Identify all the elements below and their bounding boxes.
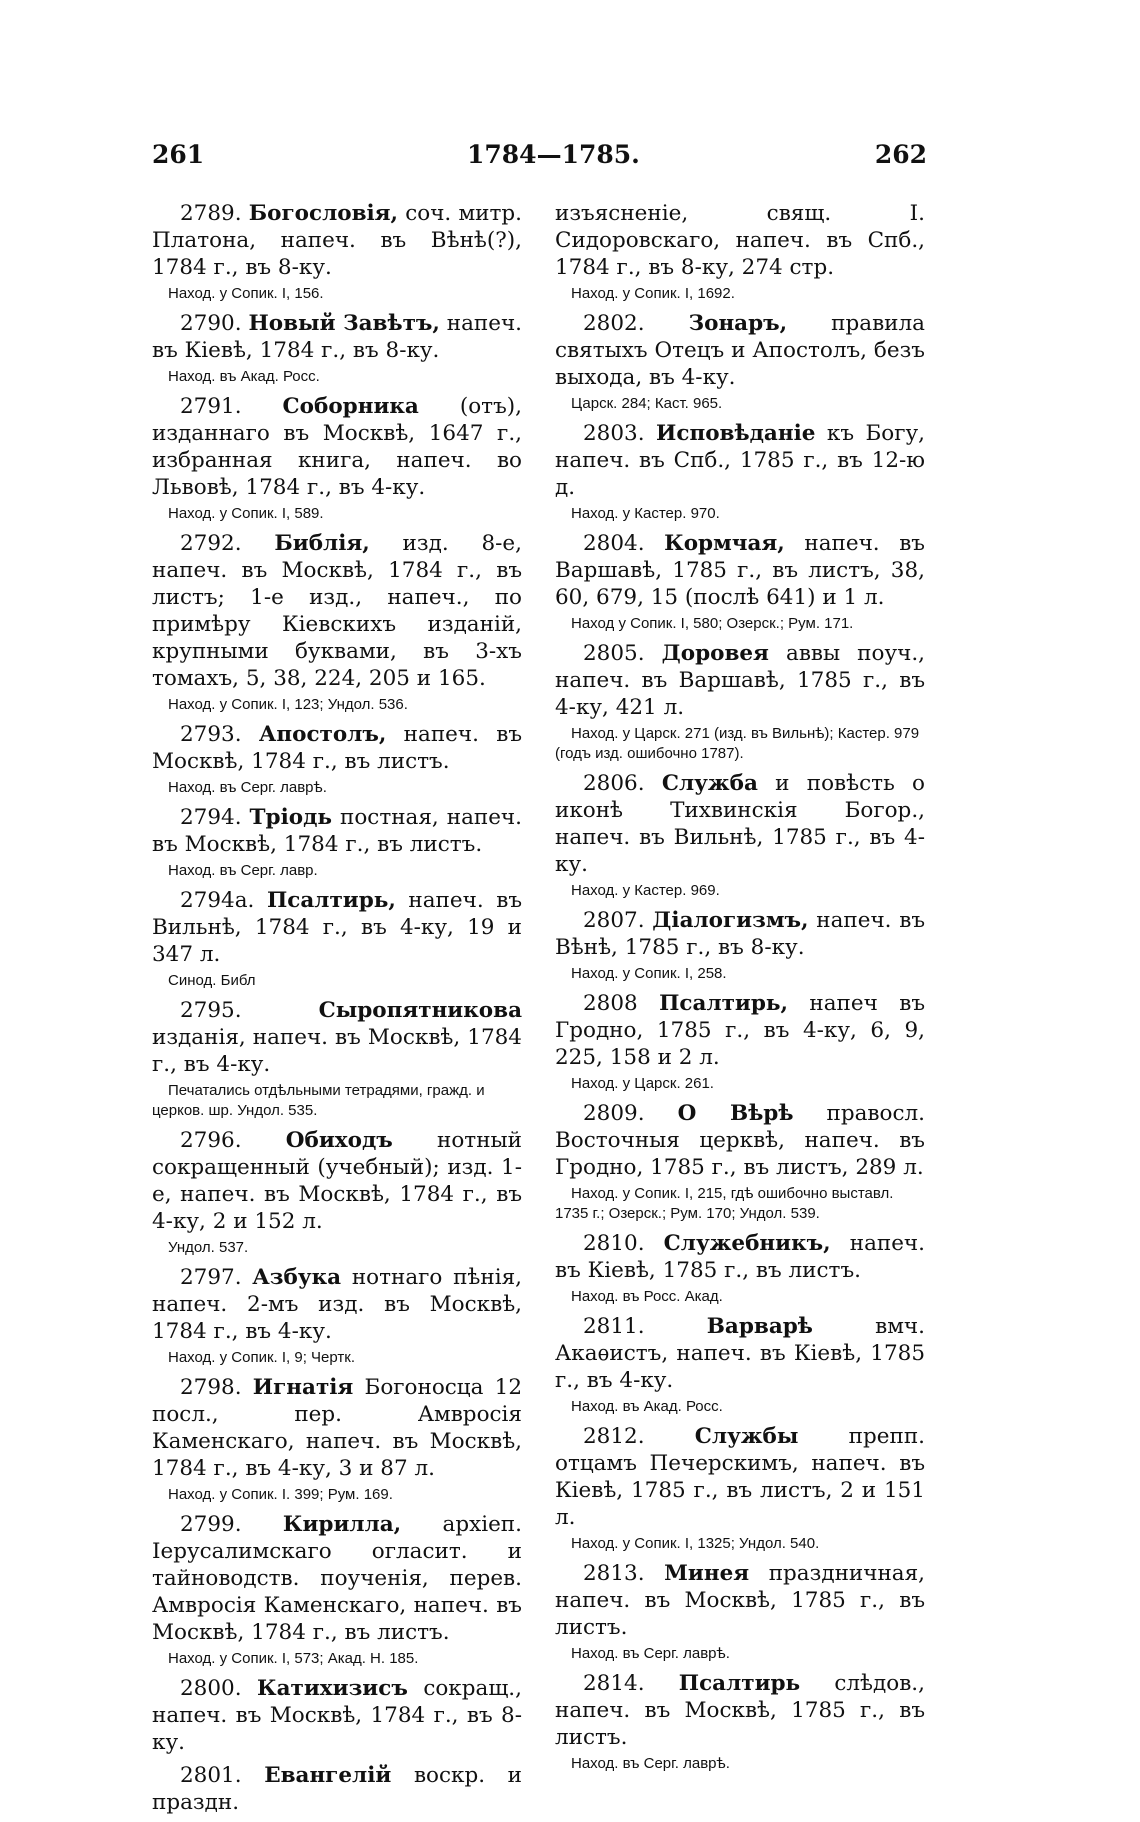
entry-location-note: Наход. у Сопик. I, 589. xyxy=(168,505,324,522)
entry-title: Игнатія xyxy=(252,1375,354,1400)
entry-number: 2792. xyxy=(180,531,242,556)
entry-title: Псалтирь, xyxy=(266,888,396,913)
entry-text: препп. отцамъ Печерскимъ, напеч. въ Кіевѣ, 1785 г., въ листъ, 2 и 151 л. xyxy=(555,1424,925,1530)
entry-location-note: Наход. у Сопик. I, 9; Чертк. xyxy=(168,1349,355,1366)
catalog-entry xyxy=(555,1560,925,1664)
entry-title: Кормчая, xyxy=(664,531,785,556)
entry-title: Новый Завѣтъ, xyxy=(248,311,440,336)
catalog-entry xyxy=(152,997,522,1121)
entry-title: Азбука xyxy=(252,1265,342,1290)
catalog-entry xyxy=(152,1762,522,1816)
entry-location-note: Наход. у Сопик. I, 1325; Ундол. 540. xyxy=(571,1535,820,1552)
entry-title: Кирилла, xyxy=(282,1512,402,1537)
entry-location-note: Наход. у Сопик. I, 215, гдѣ ошибочно выставл. 1735 г.; Озерск.; Рум. 170; Ундол. 539. xyxy=(555,1185,894,1222)
entry-number: 2806. xyxy=(583,771,645,796)
entry-number: 2794. xyxy=(180,805,242,830)
entry-text: напеч. въ Вильнѣ, 1784 г., въ 4-ку, 19 и 347 л. xyxy=(152,888,523,967)
catalog-entry xyxy=(555,1313,925,1417)
catalog-entry xyxy=(152,1374,522,1505)
catalog-entry xyxy=(152,804,522,881)
entry-number: 2805. xyxy=(583,641,645,666)
entry-number: 2793. xyxy=(180,722,242,747)
entry-number: 2795. xyxy=(180,998,242,1023)
entry-title: Служба xyxy=(661,771,758,796)
entry-location-note: Наход у Сопик. I, 580; Озерск.; Рум. 171. xyxy=(571,615,854,632)
entry-location-note: Синод. Библ xyxy=(168,972,256,989)
entry-text: аввы поуч., напеч. въ Варшавѣ, 1785 г., въ 4-ку, 421 л. xyxy=(555,641,925,720)
entry-location-note: Наход. у Царск. 261. xyxy=(571,1075,714,1092)
entry-title: Зонаръ, xyxy=(688,311,788,336)
entry-number: 2800. xyxy=(180,1676,242,1701)
entry-location-note: Наход. у Кастер. 969. xyxy=(571,882,720,899)
entry-text: воскр. и праздн. xyxy=(152,1763,523,1815)
entry-text: постная, напеч. въ Москвѣ, 1784 г., въ листъ. xyxy=(152,805,522,857)
page-number-left: 261 xyxy=(152,140,205,169)
entry-title: Исповѣданіе xyxy=(656,421,816,446)
entry-title: Варварѣ xyxy=(706,1314,813,1339)
catalog-entry xyxy=(555,420,925,524)
entry-location-note: Наход. у Сопик. I, 156. xyxy=(168,285,324,302)
entry-title: Псалтирь xyxy=(678,1671,801,1696)
entry-title: Службы xyxy=(694,1424,799,1449)
entry-location-note: Наход. у Сопик. I. 399; Рум. 169. xyxy=(168,1486,393,1503)
catalog-entry xyxy=(555,907,925,984)
entry-text: изд. 8-е, напеч. въ Москвѣ, 1784 г., въ листъ; 1-е изд., напеч., по примѣру Кіевскихъ изданій, крупными буквами, въ 3-хъ томахъ, 5, 38, 224, 205 и 165. xyxy=(152,531,522,691)
catalog-entry xyxy=(555,1423,925,1554)
catalog-entry xyxy=(152,200,522,304)
entry-number: 2811. xyxy=(583,1314,645,1339)
right-column xyxy=(555,200,925,1780)
entry-text: напеч. въ Вѣнѣ, 1785 г., въ 8-ку. xyxy=(555,908,926,960)
entry-text: вмч. Акаѳистъ, напеч. въ Кіевѣ, 1785 г., въ 4-ку. xyxy=(555,1314,925,1393)
entry-number: 2803. xyxy=(583,421,645,446)
catalog-entry xyxy=(555,1100,925,1224)
catalog-entry xyxy=(555,200,925,304)
catalog-entry xyxy=(555,1670,925,1774)
running-title: 1784—1785. xyxy=(467,140,640,169)
entry-number: 2808 xyxy=(583,991,638,1016)
page-number-right: 262 xyxy=(874,140,927,169)
entry-title: Тріодь xyxy=(249,805,333,830)
entry-text: сокращ., напеч. въ Москвѣ, 1784 г., въ 8-ку. xyxy=(152,1676,522,1755)
entry-number: 2794а. xyxy=(180,888,255,913)
catalog-entry xyxy=(152,721,522,798)
entry-text: нотнаго пѣнія, напеч. 2-мъ изд. въ Москвѣ, 1784 г., въ 4-ку. xyxy=(152,1265,522,1344)
entry-title: Соборника xyxy=(282,394,419,419)
entry-location-note: Царск. 284; Каст. 965. xyxy=(571,395,723,412)
entry-text: напеч. въ Варшавѣ, 1785 г., въ листъ, 38, 60, 679, 15 (послѣ 641) и 1 л. xyxy=(555,531,925,610)
entry-number: 2807. xyxy=(583,908,645,933)
entry-number: 2798. xyxy=(180,1375,242,1400)
entry-title: Апостолъ, xyxy=(258,722,387,747)
catalog-entry xyxy=(152,530,522,715)
entry-text: напеч. въ Кіевѣ, 1784 г., въ 8-ку. xyxy=(152,311,523,363)
catalog-entry xyxy=(152,1264,522,1368)
catalog-entry xyxy=(555,770,925,901)
entry-text: изданія, напеч. въ Москвѣ, 1784 г., въ 4-ку. xyxy=(152,1025,522,1077)
catalog-entry xyxy=(152,1675,522,1756)
entry-title: Библія, xyxy=(274,531,370,556)
entry-title: Служебникъ, xyxy=(663,1231,831,1256)
entry-location-note: Наход. въ Серг. лавр. xyxy=(168,862,318,879)
entry-number: 2790. xyxy=(180,311,242,336)
entry-text: правила святыхъ Отецъ и Апостолъ, безъ выхода, въ 4-ку. xyxy=(555,311,925,390)
catalog-entry xyxy=(152,1511,522,1669)
entry-title: Діалогизмъ, xyxy=(652,908,809,933)
entry-number: 2810. xyxy=(583,1231,645,1256)
entry-title: Сыропятникова xyxy=(318,998,522,1023)
entry-text: соч. митр. Платона, напеч. въ Вѣнѣ(?), 1784 г., въ 8-ку. xyxy=(152,201,522,280)
entry-number: 2791. xyxy=(180,394,242,419)
catalog-entry xyxy=(555,1230,925,1307)
entry-number: 2814. xyxy=(583,1671,645,1696)
entry-location-note: Наход. у Царск. 271 (изд. въ Вильнѣ); Кастер. 979 (годъ изд. ошибочно 1787). xyxy=(555,725,920,762)
entry-number: 2796. xyxy=(180,1128,242,1153)
entry-text: напеч. въ Москвѣ, 1784 г., въ листъ. xyxy=(152,722,523,774)
entry-location-note: Наход. у Сопик. I, 573; Акад. Н. 185. xyxy=(168,1650,419,1667)
entry-text: слѣдов., напеч. въ Москвѣ, 1785 г., въ листъ. xyxy=(555,1671,925,1750)
entry-number: 2801. xyxy=(180,1763,242,1788)
entry-location-note: Печатались отдѣльными тетрадями, гражд. и церков. шр. Ундол. 535. xyxy=(152,1082,485,1119)
catalog-entry xyxy=(555,310,925,414)
left-column xyxy=(152,200,522,1822)
entry-location-note: Наход. у Сопик. I, 1692. xyxy=(571,285,735,302)
page-header xyxy=(152,140,927,180)
catalog-entry xyxy=(555,530,925,634)
entry-number: 2809. xyxy=(583,1101,645,1126)
entry-title: Минея xyxy=(664,1561,750,1586)
entry-location-note: Наход. въ Акад. Росс. xyxy=(571,1398,723,1415)
catalog-entry xyxy=(152,310,522,387)
catalog-entry xyxy=(152,1127,522,1258)
entry-title: Обиходъ xyxy=(285,1128,393,1153)
entry-number: 2797. xyxy=(180,1265,242,1290)
entry-location-note: Наход. въ Серг. лаврѣ. xyxy=(168,779,327,796)
entry-text: и повѣсть о иконѣ Тихвинскія Богор., напеч. въ Вильнѣ, 1785 г., въ 4-ку. xyxy=(555,771,925,877)
entry-location-note: Наход. у Кастер. 970. xyxy=(571,505,720,522)
entry-text: изъясненіе, свящ. I. Сидоровскаго, напеч. въ Спб., 1784 г., въ 8-ку, 274 стр. xyxy=(555,201,925,280)
entry-text: напеч въ Гродно, 1785 г., въ 4-ку, 6, 9, 225, 158 и 2 л. xyxy=(555,991,925,1070)
catalog-entry xyxy=(555,990,925,1094)
entry-title: Катихизисъ xyxy=(257,1676,408,1701)
entry-location-note: Наход. въ Серг. лаврѣ. xyxy=(571,1755,730,1772)
entry-title: Псалтирь, xyxy=(659,991,788,1016)
entry-number: 2799. xyxy=(180,1512,242,1537)
entry-text: праздничная, напеч. въ Москвѣ, 1785 г., въ листъ. xyxy=(555,1561,925,1640)
entry-text: нотный сокращенный (учебный); изд. 1-е, напеч. въ Москвѣ, 1784 г., въ 4-ку, 2 и 152 л. xyxy=(152,1128,522,1234)
entry-title: Евангелій xyxy=(264,1763,392,1788)
catalog-entry xyxy=(152,393,522,524)
entry-location-note: Наход. въ Акад. Росс. xyxy=(168,368,320,385)
entry-title: Богословія, xyxy=(248,201,399,226)
entry-number: 2802. xyxy=(583,311,645,336)
entry-text: правосл. Восточныя церквѣ, напеч. въ Гродно, 1785 г., въ листъ, 289 л. xyxy=(555,1101,926,1180)
entry-location-note: Наход. у Сопик. I, 123; Ундол. 536. xyxy=(168,696,408,713)
entry-title: Доровея xyxy=(661,641,769,666)
entry-text: къ Богу, напеч. въ Спб., 1785 г., въ 12-ю д. xyxy=(555,421,926,500)
entry-location-note: Ундол. 537. xyxy=(168,1239,249,1256)
entry-location-note: Наход. въ Серг. лаврѣ. xyxy=(571,1645,730,1662)
entry-number: 2804. xyxy=(583,531,645,556)
entry-text: архіеп. Іерусалимскаго огласит. и тайноводств. поученія, перев. Амвросія Каменскаго, напеч. въ Москвѣ, 1784 г., въ листъ. xyxy=(152,1512,522,1645)
entry-location-note: Наход. у Сопик. I, 258. xyxy=(571,965,727,982)
entry-number: 2812. xyxy=(583,1424,645,1449)
entry-text: напеч. въ Кіевѣ, 1785 г., въ листъ. xyxy=(555,1231,925,1283)
catalog-entry xyxy=(152,887,522,991)
entry-number: 2813. xyxy=(583,1561,645,1586)
entry-location-note: Наход. въ Росс. Акад. xyxy=(571,1288,723,1305)
entry-number: 2789. xyxy=(180,201,242,226)
entry-title: О Вѣрѣ xyxy=(677,1101,794,1126)
catalog-entry xyxy=(555,640,925,764)
entry-text: Богоносца 12 посл., пер. Амвросія Каменскаго, напеч. въ Москвѣ, 1784 г., въ 4-ку, 3 и 87 л. xyxy=(152,1375,523,1481)
entry-text: (отъ), изданнаго въ Москвѣ, 1647 г., избранная книга, напеч. во Львовѣ, 1784 г., въ 4-ку. xyxy=(152,394,522,500)
